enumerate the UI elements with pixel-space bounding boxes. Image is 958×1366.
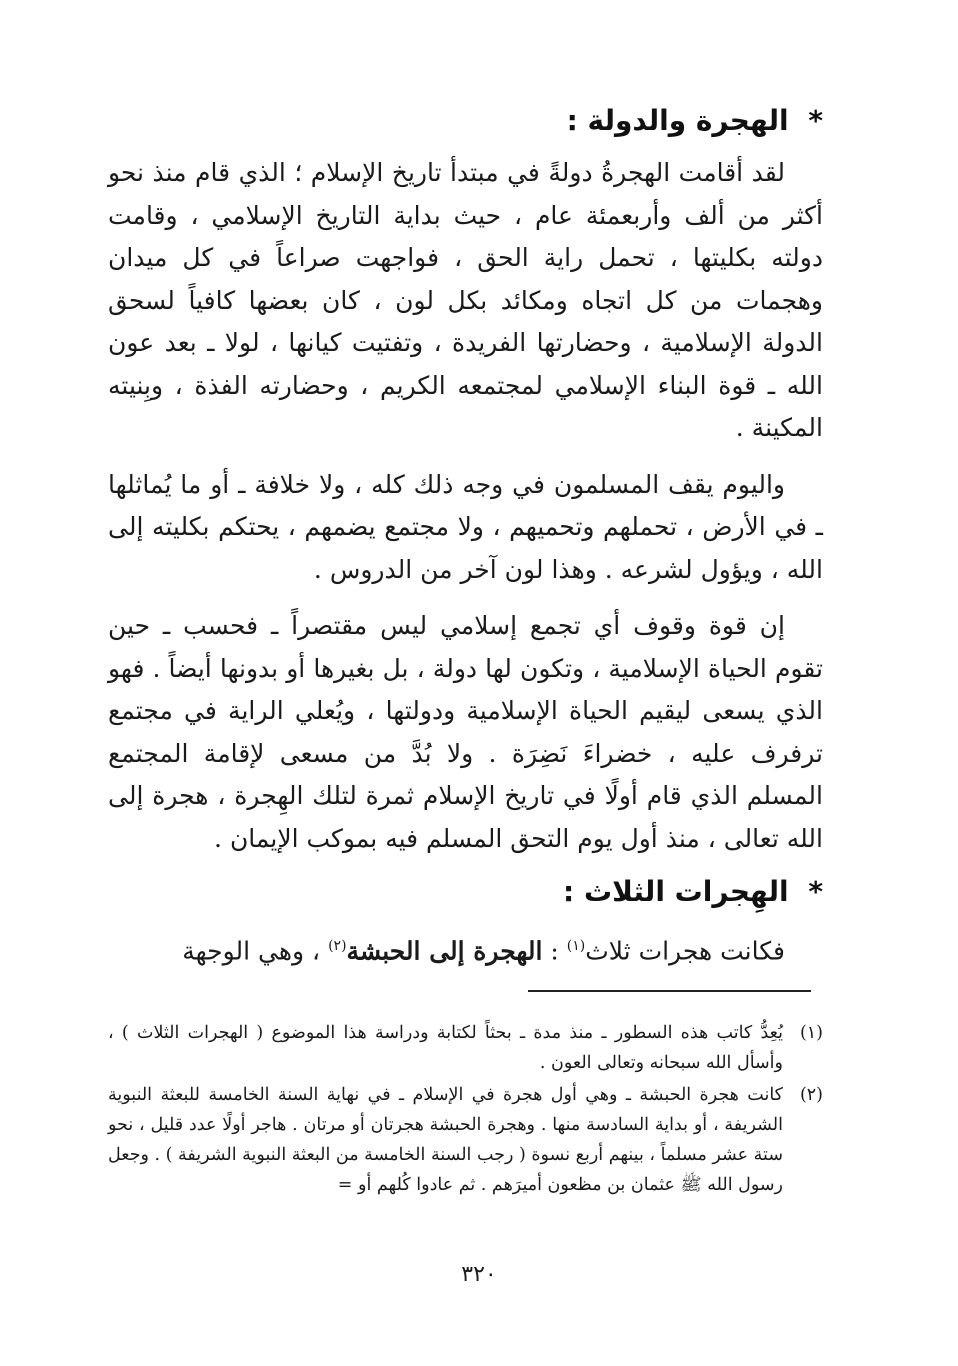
section-title: الهجرة والدولة : <box>566 104 789 137</box>
footnote-ref-1: (١) <box>566 938 586 954</box>
paragraph-3: إن قوة وقوف أي تجمع إسلامي ليس مقتصراً ـ فحسب ـ حين تقوم الحياة الإسلامية ، وتكون لها دولة ، بل بغيرها أو بدونها أيضاً . فهو الذي يسعى ليقيم الحياة الإسلامية ودولتها ، ويُعلي الراية في مجتمع ترفرف عليه ، خضراءَ نَضِرَة . ولا بُدَّ من مسعى لإقامة المجتمع المسلم الذي قام أولًا في تاريخ الإسلام ثمرة لتلك الهِجرة ، هجرة إلى الله تعالى ، منذ أول يوم التحق المسلم فيه بموكب الإيمان . <box>108 611 823 853</box>
section-heading-hijra-and-state <box>567 104 823 137</box>
section-title: الهِجرات الثلاث : <box>563 875 789 908</box>
bold-phrase: الهجرة إلى الحبشة <box>346 936 543 966</box>
section-heading-three-hijras <box>563 875 823 908</box>
footnote-2 <box>108 1080 823 1200</box>
footnote-text: يُعِدُّ كاتب هذه السطور ـ منذ مدة ـ بحثاً لكتابة ودراسة هذا الموضوع ( الهجرات الثلاث ) ، وأسأل الله سبحانه وتعالى العون . <box>108 1023 783 1073</box>
asterisk-icon: * <box>808 875 823 908</box>
paragraph-2: واليوم يقف المسلمون في وجه ذلك كله ، ولا خلافة ـ أو ما يُماثلها ـ في الأرض ، تحملهم وتحميهم ، ولا مجتمع يضمهم ، يحتكم بكليته إلى الله ، ويؤول لشرعه . وهذا لون آخر من الدروس . <box>108 469 823 584</box>
asterisk-icon: * <box>808 104 823 137</box>
main-text-block <box>108 152 823 860</box>
footnote-ref-2: (٢) <box>328 938 347 954</box>
paragraph-text: : <box>542 936 567 966</box>
footnote-number: (١) <box>799 1023 823 1043</box>
paragraph-1: لقد أقامت الهجرةُ دولةً في مبتدأ تاريخ الإسلام ؛ الذي قام منذ نحو أكثر من ألف وأربعمئة عام ، حيث بداية التاريخ الإسلامي ، وقامت دولته بكليتها ، تحمل راية الحق ، فواجهت صراعاً في كل ميدان وهجمات من كل اتجاه ومكائد بكل لون ، كان بعضها كافياً لسحق الدولة الإسلامية ، وحضارتها الفريدة ، وتفتيت كيانها ، لولا ـ بعد عون الله ـ قوة البناء الإسلامي لمجتمعه الكريم ، وحضارته الفذة ، وبِنيته المكينة . <box>108 158 823 442</box>
footnote-text: كانت هجرة الحبشة ـ وهي أول هجرة في الإسلام ـ في نهاية السنة الخامسة للبعثة النبوية الشريفة ، أو بداية السادسة منها . وهجرة الحبشة هجرتان أو مرتان . هاجر أولًا عدد قليل ، نحو ستة عشر مسلماً ، بينهم أربع نسوة ( رجب السنة الخامسة من البعثة النبوية الشريفة ) . وجعل رسول الله ﷺ عثمان بن مظعون أميرَهم . ثم عادوا كُلهم أو = <box>108 1085 783 1195</box>
page-number: ٣٢٠ <box>461 1262 497 1287</box>
footnote-number: (٢) <box>799 1085 823 1105</box>
paragraph-hijras <box>108 925 823 973</box>
paragraph-text: فكانت هجرات ثلاث <box>585 936 785 966</box>
footnotes <box>108 1018 823 1202</box>
paragraph-text: ، وهي الوجهة <box>182 936 329 966</box>
footnote-1 <box>108 1018 823 1078</box>
footnote-divider <box>528 990 811 992</box>
